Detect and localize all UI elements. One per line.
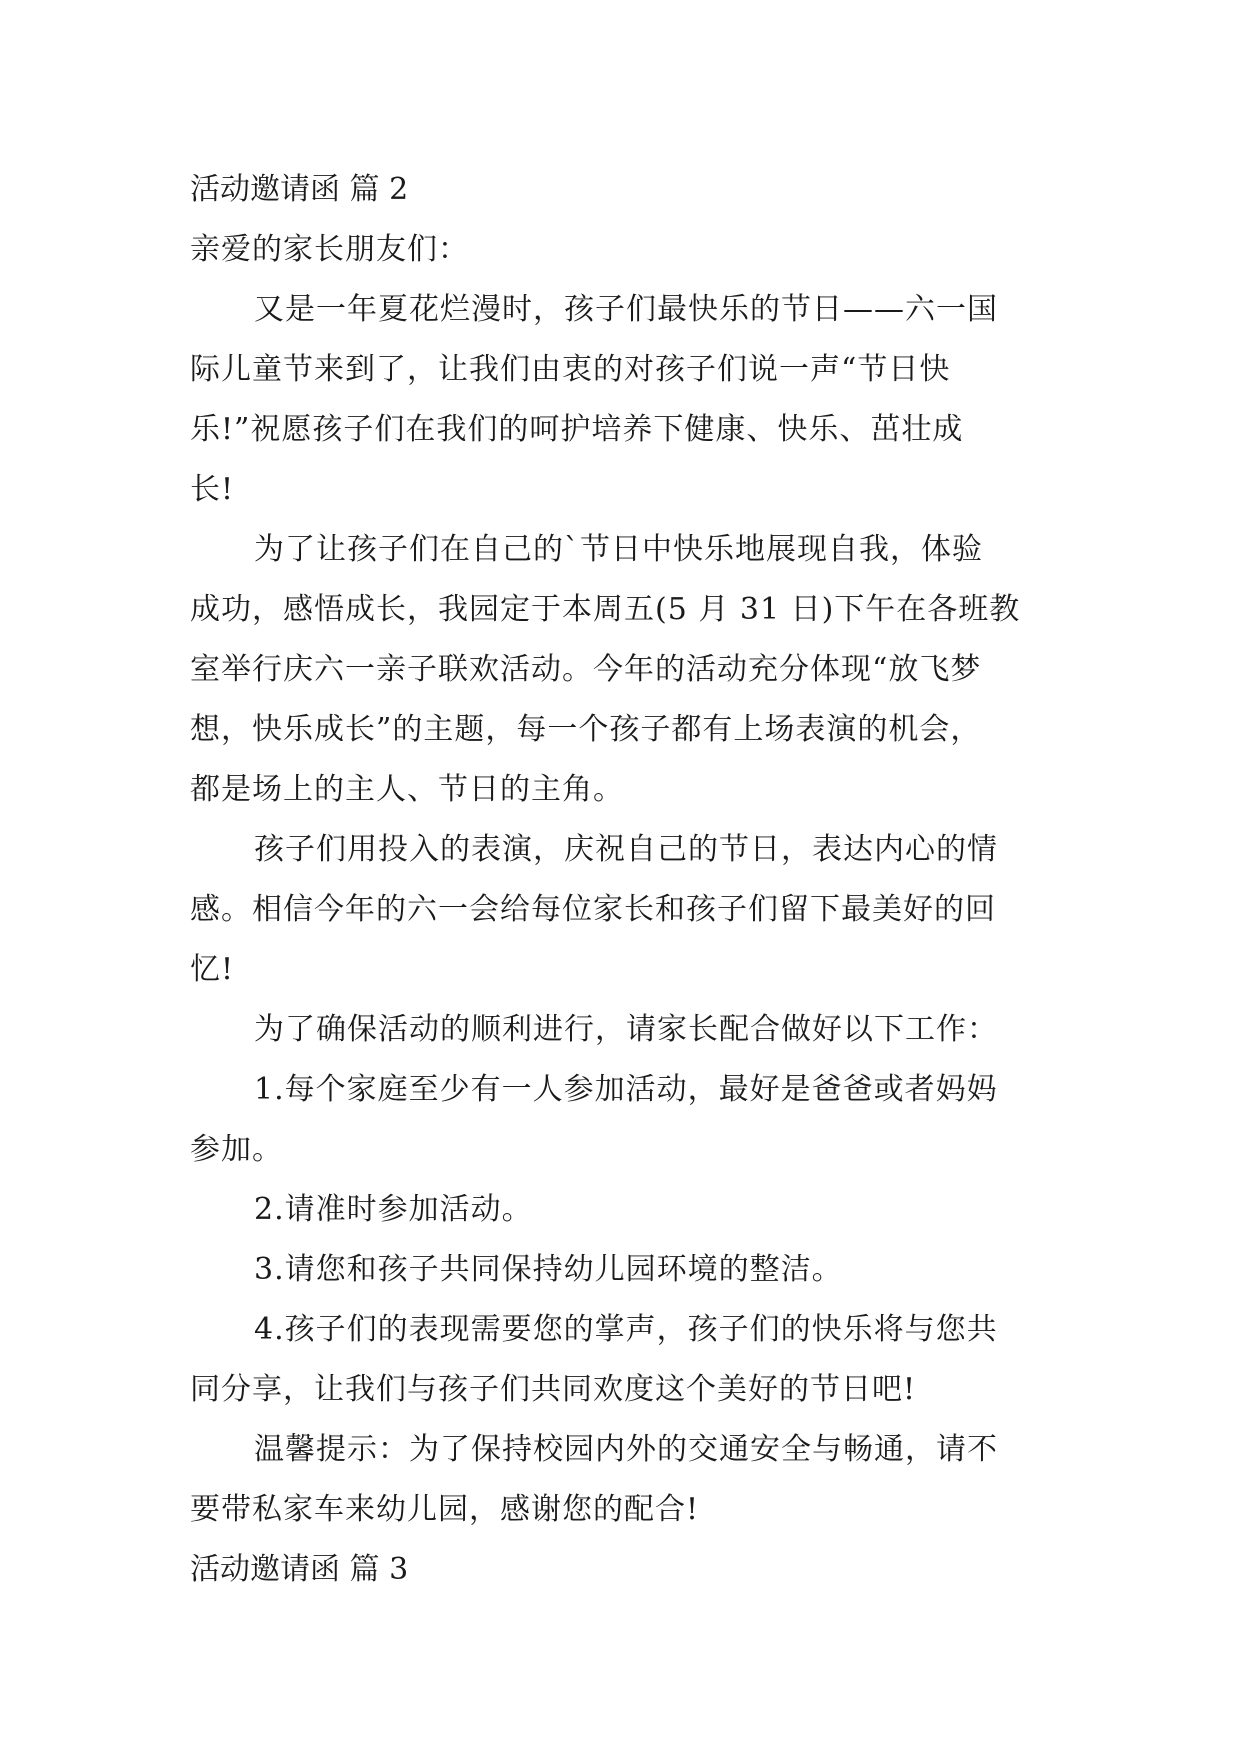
paragraph-1: [190, 280, 1052, 520]
tip-line: 温馨提示：为了保持校园内外的交通安全与畅通，请不: [254, 1432, 998, 1467]
paragraph-line: 为了确保活动的顺利进行，请家长配合做好以下工作：: [254, 1012, 998, 1047]
paragraph-line: 想，快乐成长”的主题，每一个孩子都有上场表演的机会，: [190, 712, 982, 747]
paragraph-2: [190, 520, 1052, 820]
list-item-line: 参加。: [190, 1132, 283, 1167]
list-item-3: [190, 1240, 1052, 1300]
paragraph-line: 感。相信今年的六一会给每位家长和孩子们留下最美好的回: [190, 892, 996, 927]
list-item-line: 1.每个家庭至少有一人参加活动，最好是爸爸或者妈妈: [254, 1072, 998, 1107]
paragraph-line: 长!: [190, 472, 235, 507]
list-item-2: [190, 1180, 1052, 1240]
document-page: [190, 160, 1052, 1600]
list-item-line: 同分享，让我们与孩子们共同欢度这个美好的节日吧!: [190, 1372, 917, 1407]
paragraph-line: 忆!: [190, 952, 235, 987]
list-item-4: [190, 1300, 1052, 1420]
paragraph-line: 又是一年夏花烂漫时，孩子们最快乐的节日——六一国: [254, 292, 998, 327]
paragraph-line: 成功，感悟成长，我园定于本周五(5 月 31 日)下午在各班教: [190, 592, 1021, 627]
section-heading: 活动邀请函 篇 3: [190, 1552, 409, 1587]
list-item-1: [190, 1060, 1052, 1180]
paragraph-line: 乐!”祝愿孩子们在我们的呵护培养下健康、快乐、茁壮成: [190, 412, 964, 447]
list-item-line: 4.孩子们的表现需要您的掌声，孩子们的快乐将与您共: [254, 1312, 998, 1347]
tip-paragraph: [190, 1420, 1052, 1540]
tip-line: 要带私家车来幼儿园，感谢您的配合!: [190, 1492, 700, 1527]
section-heading: 活动邀请函 篇 2: [190, 172, 409, 207]
list-item-line: 2.请准时参加活动。: [254, 1192, 533, 1227]
paragraph-3: [190, 820, 1052, 1000]
salutation: 亲爱的家长朋友们：: [190, 232, 469, 267]
paragraph-line: 孩子们用投入的表演，庆祝自己的节日，表达内心的情: [254, 832, 998, 867]
list-item-line: 3.请您和孩子共同保持幼儿园环境的整洁。: [254, 1252, 843, 1287]
paragraph-line: 室举行庆六一亲子联欢活动。今年的活动充分体现“放飞梦: [190, 652, 982, 687]
paragraph-line: 际儿童节来到了，让我们由衷的对孩子们说一声“节日快: [190, 352, 951, 387]
paragraph-line: 都是场上的主人、节日的主角。: [190, 772, 624, 807]
paragraph-4: [190, 1000, 1052, 1060]
paragraph-line: 为了让孩子们在自己的`节日中快乐地展现自我，体验: [254, 532, 983, 567]
